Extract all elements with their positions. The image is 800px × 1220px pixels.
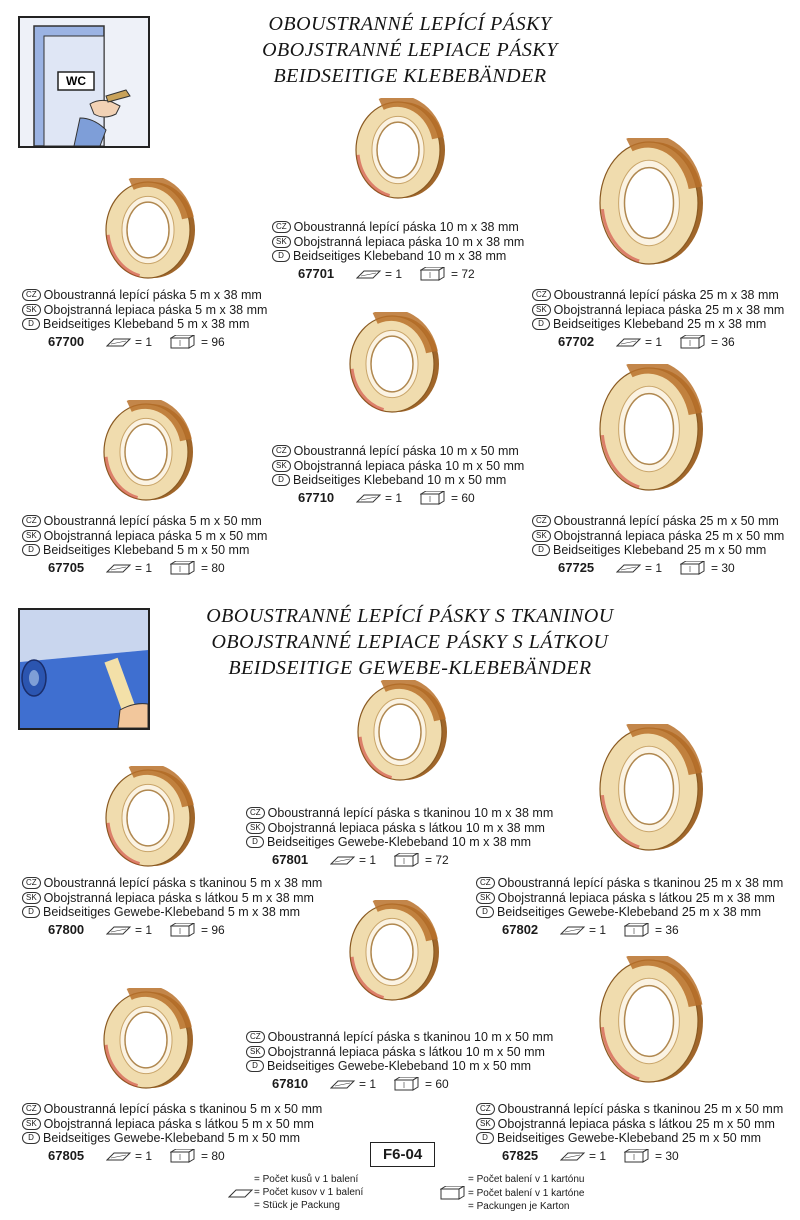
packs-per-carton	[170, 335, 225, 350]
lang-badge-icon: CZ	[272, 445, 291, 457]
product-block	[476, 876, 783, 937]
pieces-per-pack	[106, 561, 152, 576]
lang-badge-icon: D	[246, 1060, 264, 1072]
product-name-cz: Oboustranná lepící páska 25 m x 50 mm	[553, 514, 779, 528]
product-block	[272, 220, 524, 281]
product-name-d: Beidseitiges Gewebe-Klebeband 25 m x 38 mm	[497, 905, 762, 919]
pieces-pack-icon	[560, 924, 586, 936]
pieces-per-pack	[330, 853, 376, 868]
lang-badge-icon: D	[532, 318, 550, 330]
product-name-d: Beidseitiges Klebeband 5 m x 38 mm	[43, 317, 250, 331]
carton-icon	[420, 491, 448, 505]
pieces-value: = 1	[359, 1076, 377, 1091]
product-block	[246, 1030, 553, 1091]
carton-icon	[624, 923, 652, 937]
product-code: 67710	[298, 489, 335, 505]
pieces-per-pack	[330, 1077, 376, 1092]
lang-badge-icon: CZ	[532, 289, 551, 301]
packs-per-carton	[680, 335, 735, 350]
product-name-d: Beidseitiges Klebeband 5 m x 50 mm	[43, 543, 250, 557]
carton-icon	[170, 335, 198, 349]
product-code: 67802	[502, 921, 539, 937]
pictogram-carpet	[18, 608, 150, 730]
pieces-value: = 1	[385, 490, 403, 505]
product-name-d: Beidseitiges Klebeband 10 m x 38 mm	[293, 249, 507, 263]
product-name-d: Beidseitiges Klebeband 25 m x 50 mm	[553, 543, 767, 557]
tape-roll-icon	[344, 312, 440, 416]
pieces-value: = 1	[385, 266, 403, 281]
pieces-per-pack	[356, 491, 402, 506]
product-name-cz: Oboustranná lepící páska 10 m x 50 mm	[293, 444, 519, 458]
pieces-value: = 1	[135, 334, 153, 349]
carton-icon	[440, 1186, 468, 1200]
lang-badge-icon: CZ	[22, 877, 41, 889]
carton-value: = 60	[425, 1076, 449, 1091]
lang-badge-icon: SK	[532, 304, 551, 316]
product-name-d: Beidseitiges Gewebe-Klebeband 25 m x 50 mm	[497, 1131, 762, 1145]
lang-badge-icon: SK	[476, 1118, 495, 1130]
lang-badge-icon: D	[22, 1132, 40, 1144]
tape-roll-icon	[100, 766, 196, 870]
product-block	[22, 288, 267, 349]
carton-value: = 36	[711, 334, 735, 349]
pieces-pack-icon	[228, 1187, 254, 1199]
product-name-sk: Obojstranná lepiaca páska s látkou 5 m x 50 mm	[43, 1116, 314, 1131]
lang-badge-icon: SK	[22, 892, 41, 904]
product-name-cz: Oboustranná lepící páska 5 m x 38 mm	[43, 288, 262, 302]
product-name-cz: Oboustranná lepící páska s tkaninou 5 m x 50 mm	[43, 1102, 323, 1116]
carton-value: = 72	[451, 266, 475, 281]
product-block	[476, 1102, 783, 1163]
legend-pieces	[228, 1173, 363, 1212]
carton-icon	[394, 1077, 422, 1091]
pieces-pack-icon	[106, 562, 132, 574]
product-name-cz: Oboustranná lepící páska s tkaninou 10 m x 38 mm	[267, 806, 554, 820]
product-name-cz: Oboustranná lepící páska s tkaninou 5 m x 38 mm	[43, 876, 323, 890]
legend-cartons	[440, 1173, 584, 1213]
carton-value: = 60	[451, 490, 475, 505]
carton-icon	[680, 561, 708, 575]
product-name-sk: Obojstranná lepiaca páska 5 m x 38 mm	[43, 302, 268, 317]
tape-roll-67710	[344, 312, 440, 421]
tape-roll-icon	[98, 988, 194, 1092]
tape-roll-67702	[594, 138, 704, 273]
lang-badge-icon: CZ	[532, 515, 551, 527]
product-code: 67700	[48, 333, 85, 349]
carpet-illustration	[20, 610, 148, 728]
carton-icon	[394, 853, 422, 867]
product-name-sk: Obojstranná lepiaca páska s látkou 10 m x 50 mm	[267, 1044, 545, 1059]
lang-badge-icon: CZ	[272, 221, 291, 233]
tape-roll-67825	[594, 956, 704, 1091]
pieces-per-pack	[106, 335, 152, 350]
carton-value: = 80	[201, 560, 225, 575]
carton-value: = 96	[201, 922, 225, 937]
lang-badge-icon: SK	[246, 1046, 265, 1058]
packs-per-carton	[420, 491, 475, 506]
pieces-per-pack	[106, 1149, 152, 1164]
tape-roll-icon	[352, 680, 448, 784]
pieces-pack-icon	[616, 562, 642, 574]
pieces-per-pack	[106, 923, 152, 938]
pieces-pack-icon	[106, 924, 132, 936]
lang-badge-icon: CZ	[476, 877, 495, 889]
lang-badge-icon: CZ	[246, 807, 265, 819]
pieces-pack-icon	[616, 336, 642, 348]
product-code: 67825	[502, 1147, 539, 1163]
product-name-cz: Oboustranná lepící páska s tkaninou 10 m x 50 mm	[267, 1030, 554, 1044]
tape-roll-67725	[594, 364, 704, 499]
product-name-d: Beidseitiges Gewebe-Klebeband 10 m x 50 mm	[267, 1059, 532, 1073]
tape-roll-67705	[98, 400, 194, 509]
carton-icon	[170, 923, 198, 937]
carton-icon	[170, 1149, 198, 1163]
tape-roll-icon	[594, 724, 704, 854]
carton-value: = 30	[711, 560, 735, 575]
product-name-sk: Obojstranná lepiaca páska 10 m x 50 mm	[293, 458, 525, 473]
tape-roll-67800	[100, 766, 196, 875]
product-name-sk: Obojstranná lepiaca páska s látkou 25 m x 38 mm	[497, 890, 775, 905]
lang-badge-icon: D	[22, 544, 40, 556]
lang-badge-icon: D	[22, 906, 40, 918]
lang-badge-icon: SK	[22, 1118, 41, 1130]
product-name-sk: Obojstranná lepiaca páska 10 m x 38 mm	[293, 234, 525, 249]
lang-badge-icon: CZ	[22, 515, 41, 527]
pieces-pack-icon	[330, 854, 356, 866]
tape-roll-icon	[100, 178, 196, 282]
pieces-pack-icon	[330, 1078, 356, 1090]
section2-title-cz: OBOUSTRANNÉ LEPÍCÍ PÁSKY S TKANINOU	[206, 605, 614, 627]
product-name-sk: Obojstranná lepiaca páska s látkou 5 m x 38 mm	[43, 890, 314, 905]
packs-per-carton	[394, 1077, 449, 1092]
section2-title-d: BEIDSEITIGE GEWEBE-KLEBEBÄNDER	[228, 657, 592, 679]
product-name-cz: Oboustranná lepící páska s tkaninou 25 m x 38 mm	[497, 876, 784, 890]
product-name-sk: Obojstranná lepiaca páska 25 m x 38 mm	[553, 302, 785, 317]
tape-roll-icon	[98, 400, 194, 504]
pieces-pack-icon	[106, 336, 132, 348]
product-code: 67705	[48, 559, 85, 575]
product-block	[272, 444, 524, 505]
product-code: 67725	[558, 559, 595, 575]
legend-cartons-d: = Packungen je Karton	[468, 1201, 570, 1212]
tape-roll-icon	[594, 956, 704, 1086]
tape-roll-icon	[594, 138, 704, 268]
product-name-cz: Oboustranná lepící páska 25 m x 38 mm	[553, 288, 779, 302]
pieces-value: = 1	[589, 1148, 607, 1163]
lang-badge-icon: CZ	[476, 1103, 495, 1115]
section1-title-cz: OBOUSTRANNÉ LEPÍCÍ PÁSKY	[268, 13, 552, 35]
product-block	[22, 514, 267, 575]
tape-roll-icon	[350, 98, 446, 202]
product-block	[22, 1102, 322, 1163]
carton-value: = 80	[201, 1148, 225, 1163]
pieces-value: = 1	[359, 852, 377, 867]
tape-roll-67700	[100, 178, 196, 287]
product-code: 67801	[272, 851, 309, 867]
product-block	[532, 514, 784, 575]
lang-badge-icon: SK	[22, 304, 41, 316]
packs-per-carton	[420, 267, 475, 282]
tape-roll-icon	[594, 364, 704, 494]
carton-value: = 30	[655, 1148, 679, 1163]
carton-value: = 72	[425, 852, 449, 867]
tape-roll-67701	[350, 98, 446, 207]
product-name-cz: Oboustranná lepící páska 10 m x 38 mm	[293, 220, 519, 234]
section2-title-sk: OBOJSTRANNÉ LEPIACE PÁSKY S LÁTKOU	[211, 631, 609, 653]
pict-label: WC	[66, 74, 86, 88]
tape-roll-67810	[344, 900, 440, 1009]
pieces-pack-icon	[560, 1150, 586, 1162]
lang-badge-icon: D	[476, 1132, 494, 1144]
carton-icon	[170, 561, 198, 575]
tape-roll-icon	[344, 900, 440, 1004]
pieces-pack-icon	[356, 268, 382, 280]
product-name-d: Beidseitiges Gewebe-Klebeband 5 m x 50 mm	[43, 1131, 301, 1145]
product-name-d: Beidseitiges Klebeband 25 m x 38 mm	[553, 317, 767, 331]
lang-badge-icon: CZ	[22, 1103, 41, 1115]
lang-badge-icon: SK	[246, 822, 265, 834]
pieces-per-pack	[616, 561, 662, 576]
legend-pieces-cz: = Počet kusů v 1 balení	[254, 1174, 359, 1185]
tape-roll-67805	[98, 988, 194, 1097]
product-code: 67810	[272, 1075, 309, 1091]
carton-icon	[420, 267, 448, 281]
product-name-d: Beidseitiges Gewebe-Klebeband 10 m x 38 mm	[267, 835, 532, 849]
carton-value: = 36	[655, 922, 679, 937]
lang-badge-icon: D	[272, 474, 290, 486]
lang-badge-icon: D	[476, 906, 494, 918]
pieces-per-pack	[356, 267, 402, 282]
product-name-sk: Obojstranná lepiaca páska s látkou 10 m x 38 mm	[267, 820, 545, 835]
carton-icon	[624, 1149, 652, 1163]
legend-pieces-d: = Stück je Packung	[254, 1200, 340, 1211]
packs-per-carton	[394, 853, 449, 868]
page-code: F6-04	[370, 1142, 435, 1167]
product-code: 67805	[48, 1147, 85, 1163]
packs-per-carton	[624, 923, 679, 938]
tape-roll-67802	[594, 724, 704, 859]
lang-badge-icon: D	[22, 318, 40, 330]
lang-badge-icon: CZ	[22, 289, 41, 301]
product-block	[22, 876, 322, 937]
product-name-d: Beidseitiges Klebeband 10 m x 50 mm	[293, 473, 507, 487]
pieces-per-pack	[616, 335, 662, 350]
product-code: 67800	[48, 921, 85, 937]
product-code: 67701	[298, 265, 335, 281]
product-name-d: Beidseitiges Gewebe-Klebeband 5 m x 38 mm	[43, 905, 301, 919]
legend-pieces-sk: = Počet kusov v 1 balení	[254, 1187, 364, 1198]
pieces-value: = 1	[135, 560, 153, 575]
legend-cartons-sk: = Počet balení v 1 kartóne	[468, 1187, 585, 1199]
pieces-value: = 1	[645, 334, 663, 349]
product-name-sk: Obojstranná lepiaca páska 25 m x 50 mm	[553, 528, 785, 543]
product-code: 67702	[558, 333, 595, 349]
lang-badge-icon: D	[532, 544, 550, 556]
tape-roll-67801	[352, 680, 448, 789]
lang-badge-icon: SK	[532, 530, 551, 542]
pieces-value: = 1	[589, 922, 607, 937]
legend-cartons-cz: = Počet balení v 1 kartónu	[468, 1174, 585, 1185]
pieces-per-pack	[560, 923, 606, 938]
section1-title-sk: OBOJSTRANNÉ LEPIACE PÁSKY	[262, 39, 558, 61]
product-name-cz: Oboustranná lepící páska s tkaninou 25 m x 50 mm	[497, 1102, 784, 1116]
packs-per-carton	[624, 1149, 679, 1164]
lang-badge-icon: SK	[272, 460, 291, 472]
lang-badge-icon: SK	[476, 892, 495, 904]
product-name-sk: Obojstranná lepiaca páska 5 m x 50 mm	[43, 528, 268, 543]
section1-title-d: BEIDSEITIGE KLEBEBÄNDER	[273, 65, 547, 87]
lang-badge-icon: SK	[272, 236, 291, 248]
packs-per-carton	[170, 923, 225, 938]
packs-per-carton	[170, 1149, 225, 1164]
door-illustration	[20, 18, 148, 146]
lang-badge-icon: SK	[22, 530, 41, 542]
product-name-cz: Oboustranná lepící páska 5 m x 50 mm	[43, 514, 262, 528]
product-name-sk: Obojstranná lepiaca páska s látkou 25 m x 50 mm	[497, 1116, 775, 1131]
pieces-value: = 1	[645, 560, 663, 575]
lang-badge-icon: D	[246, 836, 264, 848]
pieces-per-pack	[560, 1149, 606, 1164]
packs-per-carton	[170, 561, 225, 576]
lang-badge-icon: CZ	[246, 1031, 265, 1043]
pictogram-wc-door	[18, 16, 150, 148]
pieces-value: = 1	[135, 922, 153, 937]
pieces-value: = 1	[135, 1148, 153, 1163]
pieces-pack-icon	[106, 1150, 132, 1162]
product-block	[532, 288, 784, 349]
carton-icon	[680, 335, 708, 349]
carton-value: = 96	[201, 334, 225, 349]
packs-per-carton	[680, 561, 735, 576]
pieces-pack-icon	[356, 492, 382, 504]
product-block	[246, 806, 553, 867]
lang-badge-icon: D	[272, 250, 290, 262]
